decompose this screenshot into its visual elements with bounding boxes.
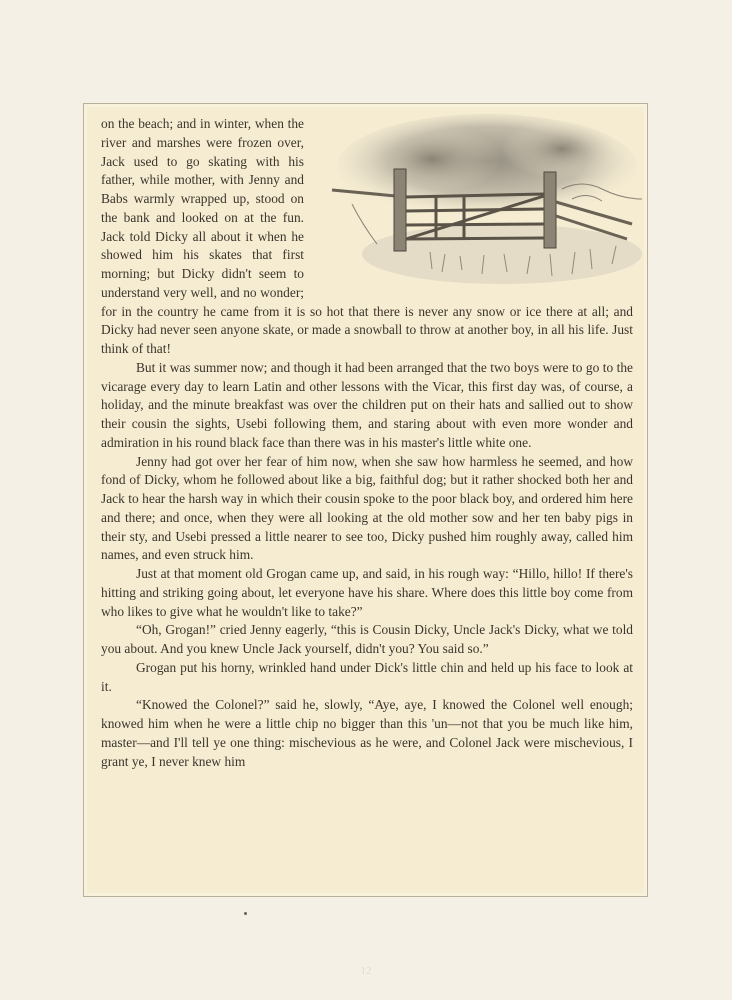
paragraph: Grogan put his horny, wrinkled hand under Dick's little chin and held up his face to look at it. [101,659,633,694]
paragraph: “Knowed the Colonel?” said he, slowly, “Aye, aye, I knowed the Colonel well enough; knowed him when he were a little chip no bigger than this 'un—not that you be much like him, master—and I'll tell ye one thing: mischevious as he were, and Colonel Jack were mischevious, I grant ye, I never knew him [101,697,633,769]
gate-illustration-icon [312,104,648,290]
paragraph: “Oh, Grogan!” cried Jenny eagerly, “this is Cousin Dicky, Uncle Jack's Dicky, what we told you about. And you knew Uncle Jack yourself, didn't you? You said so.” [101,622,633,656]
stray-mark [244,912,247,915]
page-number: 12 [360,965,372,977]
story-text [101,115,633,771]
paragraph: But it was summer now; and though it had been arranged that the two boys were to go to the vicarage every day to learn Latin and other lessons with the Vicar, this first day was, of course, a holiday, and the minute breakfast was over the children put on their hats and sallied out to show their cousin the sights, Usebi following them, and staring about with even more wonder and admiration in his round black face than there was in his master's little white one. [101,359,633,450]
paragraph: Just at that moment old Grogan came up, and said, in his rough way: “Hillo, hillo! If there's hitting and striking going about, let everyone have his share. Where does this little boy come from who likes to give what he wouldn't like to take?” [101,566,633,619]
page-panel [83,103,648,897]
paragraph: on the beach; and in winter, when the river and marshes were frozen over, Jack used to go skating with his father, while mother, with Jenny and Babs warmly wrapped up, stood on the bank and looked on at the fun. Jack told Dicky all about it when he showed him his skates that first morning; but Dicky didn't seem to understand very well, and no wonder; for in the country he came from it is so hot that there is never any snow or ice there at all; and Dicky had never seen anyone skate, or made a snowball to throw at another boy, in all his life. Just think of that! [101,116,633,356]
paragraph: Jenny had got over her fear of him now, when she saw how harmless he seemed, and how fond of Dicky, whom he followed about like a big, faithful dog; but it rather shocked both her and Jack to hear the harsh way in which their cousin spoke to the poor black boy, and ordered him here and there; and once, when they were all looking at the old mother sow and her ten baby pigs in their sty, and Usebi pressed a little nearer to see too, Dicky pushed him roughly away, called him names, and even struck him. [101,453,633,563]
